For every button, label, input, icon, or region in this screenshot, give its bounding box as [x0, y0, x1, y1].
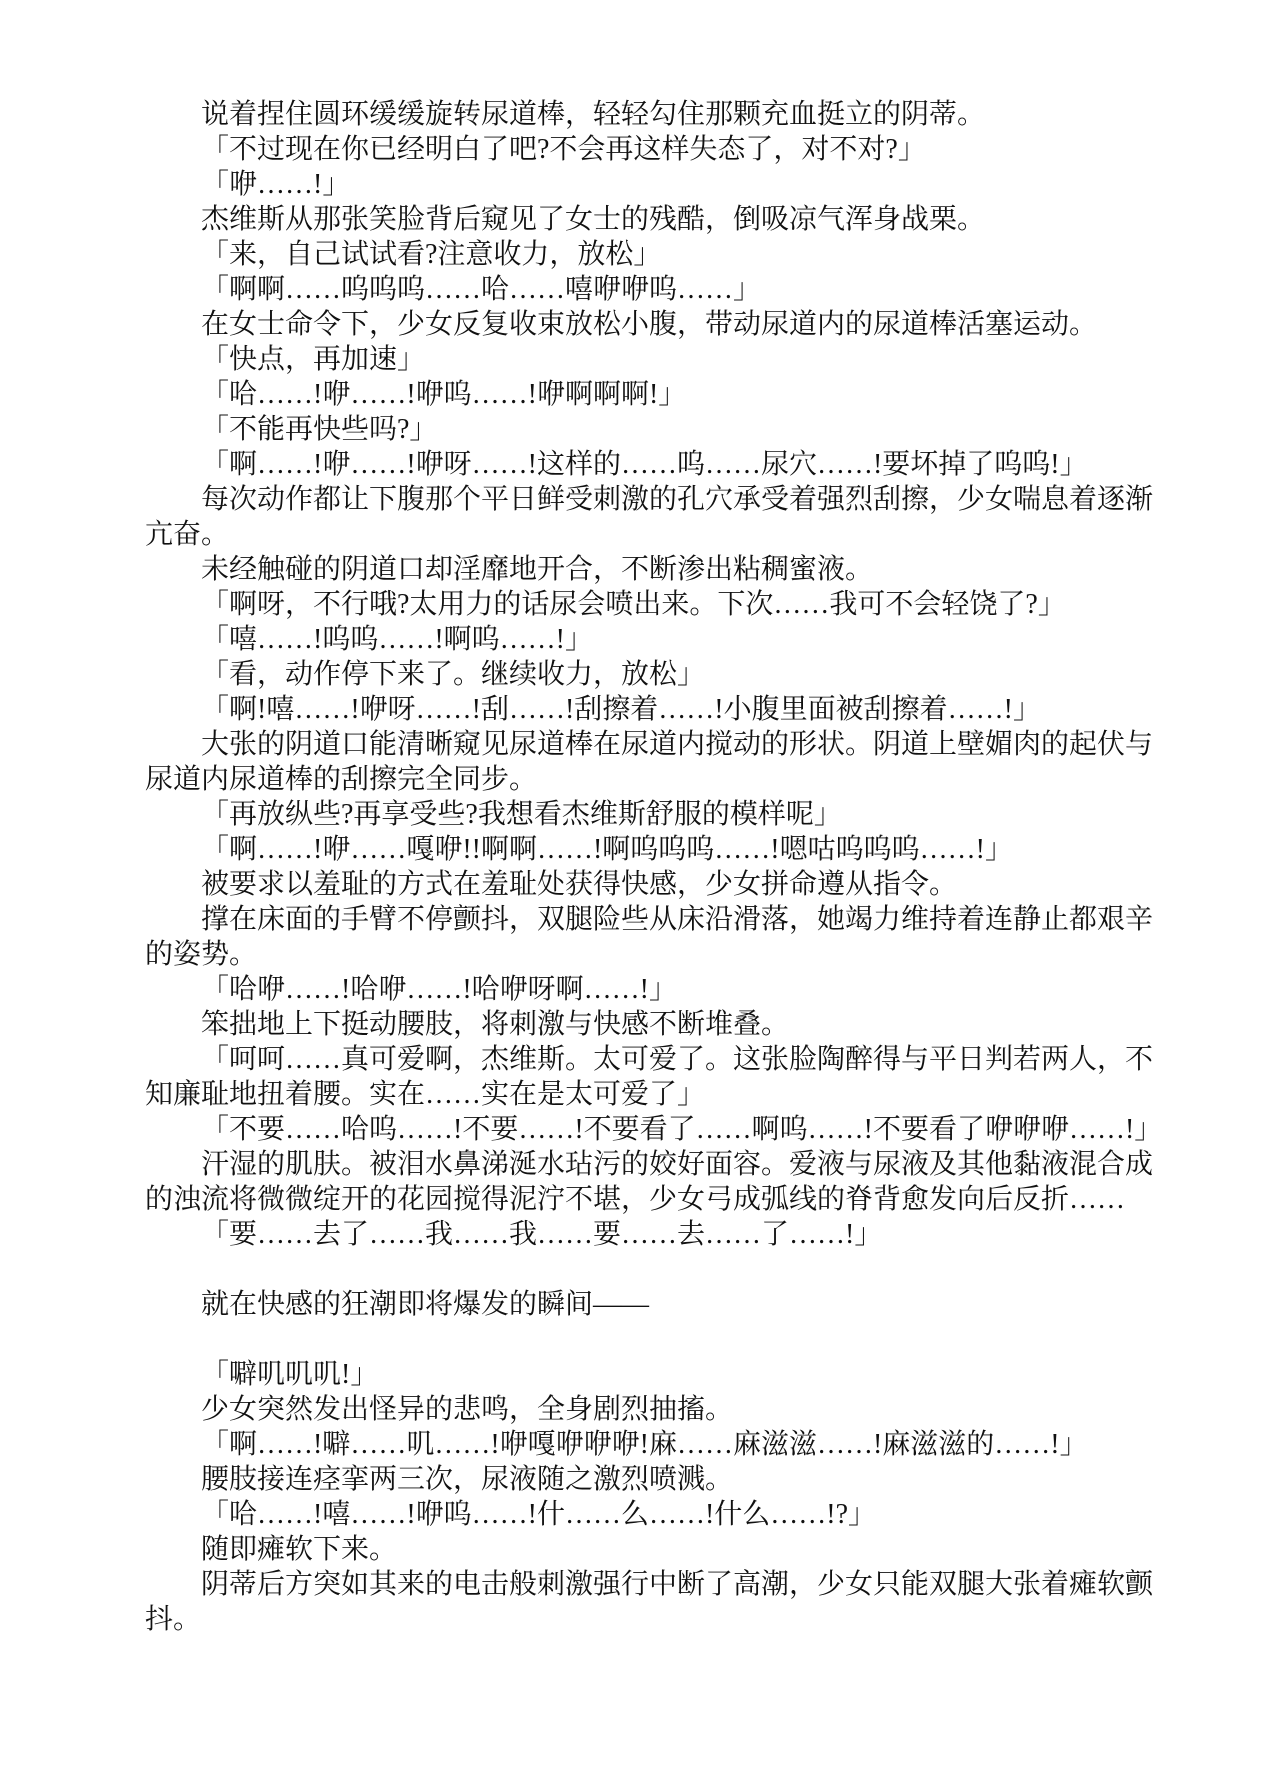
paragraph: 「啊呀，不行哦?太用力的话尿会喷出来。下次……我可不会轻饶了?」 [201, 589, 1066, 620]
paragraph: 「呵呵……真可爱啊，杰维斯。太可爱了。这张脸陶醉得与平日判若两人，不知廉耻地扭着腰。实在……实在是太可爱了」 [145, 1044, 1154, 1110]
paragraph: 未经触碰的阴道口却淫靡地开合，不断渗出粘稠蜜液。 [201, 554, 874, 585]
paragraph: 「哈……!嘻……!咿呜……!什……么……!什么……!?」 [201, 1499, 877, 1530]
paragraph: 每次动作都让下腹那个平日鲜受刺激的孔穴承受着强烈刮擦，少女喘息着逐渐亢奋。 [145, 484, 1154, 550]
paragraph: 汗湿的肌肤。被泪水鼻涕涎水玷污的姣好面容。爱液与尿液及其他黏液混合成的浊流将微微绽开的花园搅得泥泞不堪，少女弓成弧线的脊背愈发向后反折…… [145, 1149, 1154, 1215]
paragraph: 「啊……!咿……!咿呀……!这样的……呜……尿穴……!要坏掉了呜呜!」 [201, 449, 1088, 480]
paragraph: 撑在床面的手臂不停颤抖，双腿险些从床沿滑落，她竭力维持着连静止都艰辛的姿势。 [145, 904, 1154, 970]
paragraph: 「嘻……!呜呜……!啊呜……!」 [201, 624, 593, 655]
paragraph: 大张的阴道口能清晰窥见尿道棒在尿道内搅动的形状。阴道上壁媚肉的起伏与尿道内尿道棒的刮擦完全同步。 [145, 729, 1154, 795]
paragraph: 「噼叽叽叽!」 [201, 1359, 379, 1390]
paragraph: 「哈咿……!哈咿……!哈咿呀啊……!」 [201, 974, 677, 1005]
paragraph: 「不要……哈呜……!不要……!不要看了……啊呜……!不要看了咿咿咿……!」 [201, 1114, 1163, 1145]
paragraph: 杰维斯从那张笑脸背后窥见了女士的残酷，倒吸凉气浑身战栗。 [201, 204, 986, 235]
paragraph: 阴蒂后方突如其来的电击般刺激强行中断了高潮，少女只能双腿大张着瘫软颤抖。 [145, 1569, 1154, 1635]
paragraph: 腰肢接连痉挛两三次，尿液随之激烈喷溅。 [201, 1464, 734, 1495]
paragraph-interlude: 就在快感的狂潮即将爆发的瞬间—— [201, 1289, 650, 1320]
paragraph: 「不能再快些吗?」 [201, 414, 438, 445]
paragraph: 「啊啊……呜呜呜……哈……嘻咿咿呜……」 [201, 274, 762, 305]
paragraph: 在女士命令下，少女反复收束放松小腹，带动尿道内的尿道棒活塞运动。 [201, 309, 1098, 340]
paragraph: 「哈……!咿……!咿呜……!咿啊啊啊!」 [201, 379, 687, 410]
paragraph: 「啊!嘻……!咿呀……!刮……!刮擦着……!小腹里面被刮擦着……!」 [201, 694, 1041, 725]
paragraph: 随即瘫软下来。 [201, 1534, 398, 1565]
paragraph: 被要求以羞耻的方式在羞耻处获得快感，少女拼命遵从指令。 [201, 869, 958, 900]
paragraph: 「啊……!咿……嘎咿!!啊啊……!啊呜呜呜……!嗯咕呜呜呜……!」 [201, 834, 1013, 865]
paragraph: 「要……去了……我……我……要……去……了……!」 [201, 1219, 883, 1250]
paragraph: 「来，自己试试看?注意收力，放松」 [201, 239, 662, 270]
paragraph: 少女突然发出怪异的悲鸣，全身剧烈抽搐。 [201, 1394, 734, 1425]
paragraph: 笨拙地上下挺动腰肢，将刺激与快感不断堆叠。 [201, 1009, 790, 1040]
paragraph: 「啊……!噼……叽……!咿嘎咿咿咿!麻……麻滋滋……!麻滋滋的……!」 [201, 1429, 1088, 1460]
paragraph: 「看，动作停下来了。继续收力，放松」 [201, 659, 706, 690]
paragraph: 「不过现在你已经明白了吧?不会再这样失态了，对不对?」 [201, 134, 926, 165]
paragraph: 「再放纵些?再享受些?我想看杰维斯舒服的模样呢」 [201, 799, 842, 830]
paragraph: 说着捏住圆环缓缓旋转尿道棒，轻轻勾住那颗充血挺立的阴蒂。 [201, 99, 986, 130]
paragraph: 「咿……!」 [201, 169, 351, 200]
paragraph: 「快点，再加速」 [201, 344, 426, 375]
